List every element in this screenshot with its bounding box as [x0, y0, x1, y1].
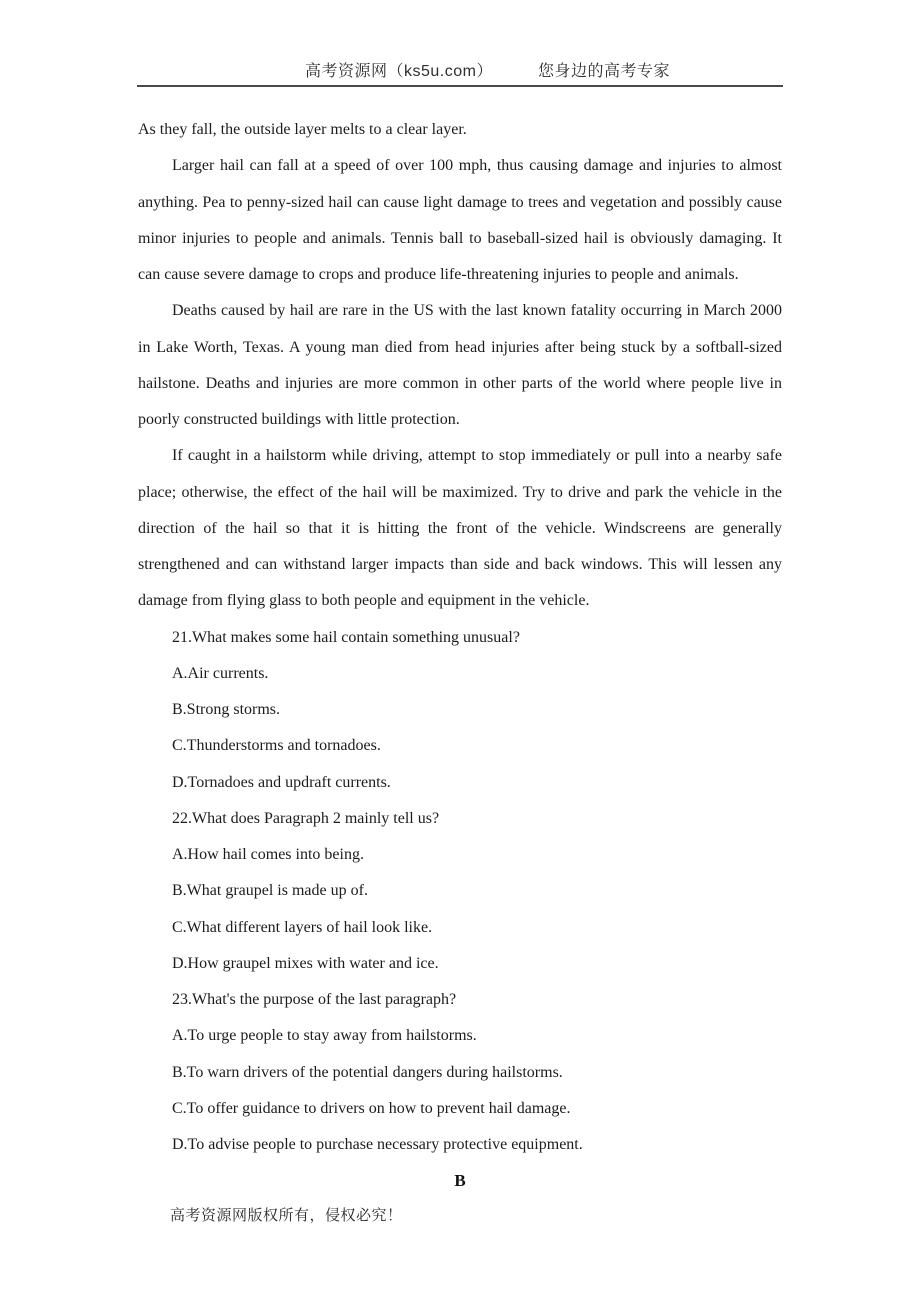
- passage-paragraph: Deaths caused by hail are rare in the US with the last known fatality occurring in March 2000 in Lake Worth, Texas. A young man died from head injuries after being stuck by a softball-sized hailstone. Deaths and injuries are more common in other parts of the world where people live in poorly constructed buildings with little protection.: [138, 302, 782, 428]
- header-divider-rule: [137, 85, 783, 87]
- question-23-text: 23.What's the purpose of the last paragraph?: [172, 991, 457, 1008]
- question-23-option-a: A.To urge people to stay away from hailstorms.: [172, 1027, 477, 1045]
- question-21-option-d: D.Tornadoes and updraft currents.: [172, 773, 391, 791]
- masthead-slogan: 您身边的高考专家: [538, 63, 671, 80]
- question-22-option-a: A.How hail comes into being.: [172, 846, 364, 863]
- question-22-option-c: C.What different layers of hail look like.: [172, 918, 433, 936]
- footer-copyright-notice: 高考资源网版权所有，侵权必究！: [170, 1207, 403, 1224]
- question-22-option-d: D.How graupel mixes with water and ice.: [172, 954, 439, 972]
- reading-passage: [138, 112, 782, 1163]
- question-21-option-a: A.Air currents.: [172, 664, 269, 682]
- masthead-site-name: 高考资源网（ks5u.com）: [305, 63, 493, 80]
- question-21-option-c: C.Thunderstorms and tornadoes.: [172, 737, 381, 755]
- question-23-option-c: C.To offer guidance to drivers on how to prevent hail damage.: [172, 1099, 571, 1117]
- passage-paragraph: As they fall, the outside layer melts to a clear layer.: [138, 121, 467, 138]
- question-21-text: 21.What makes some hail contain something unusual?: [172, 628, 520, 646]
- question-22-option-b: B.What graupel is made up of.: [172, 882, 368, 900]
- question-21: [138, 620, 782, 801]
- question-23-option-b: B.To warn drivers of the potential dangers during hailstorms.: [172, 1063, 563, 1081]
- passage-paragraph: If caught in a hailstorm while driving, attempt to stop immediately or pull into a nearby safe place; otherwise, the effect of the hail will be maximized. Try to drive and park the vehicle in the direction of the hail so that it is hitting the front of the vehicle. Windscreens are generally strengthened and can withstand larger impacts than side and back windows. This will lessen any damage from flying glass to both people and equipment in the vehicle.: [138, 447, 782, 610]
- question-23-option-d: D.To advise people to purchase necessary protective equipment.: [172, 1136, 583, 1153]
- question-22-text: 22.What does Paragraph 2 mainly tell us?: [172, 809, 440, 827]
- question-23: [138, 982, 782, 1163]
- question-21-option-b: B.Strong storms.: [172, 701, 281, 718]
- question-22: [138, 801, 782, 982]
- section-label-b: B: [454, 1171, 466, 1190]
- passage-paragraph: Larger hail can fall at a speed of over 100 mph, thus causing damage and injuries to almost anything. Pea to penny-sized hail can cause light damage to trees and vegetation and possibly cause minor injuries to people and animals. Tennis ball to baseball-sized hail is obviously damaging. It can cause severe damage to crops and produce life-threatening injuries to people and animals.: [138, 157, 782, 283]
